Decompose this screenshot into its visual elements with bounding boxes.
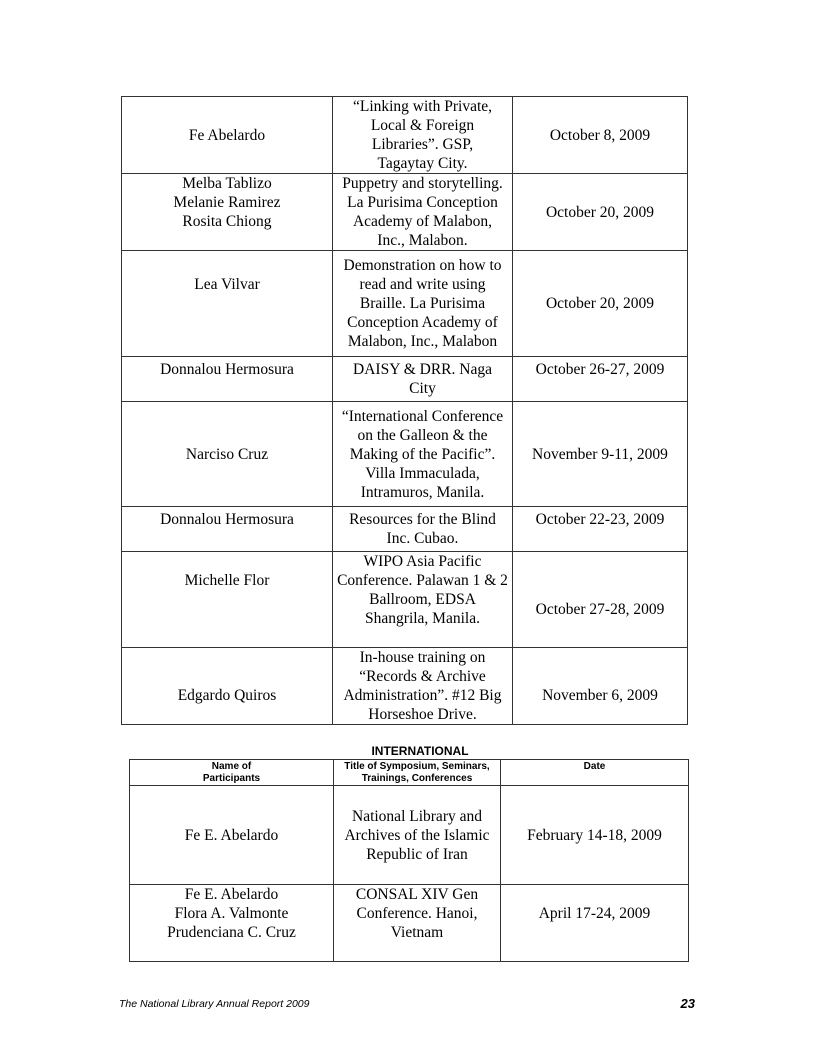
date-cell: October 26-27, 2009 — [513, 357, 688, 402]
title-cell: Demonstration on how to read and write using Braille. La Purisima Conception Academy of Malabon, Inc., Malabon — [333, 251, 513, 357]
participants-cell: Edgardo Quiros — [122, 648, 333, 725]
date-cell: October 22-23, 2009 — [513, 507, 688, 552]
title-cell: In-house training on “Records & Archive Administration”. #12 Big Horseshoe Drive. — [333, 648, 513, 725]
local-trainings-table — [121, 96, 688, 725]
title-cell: “Linking with Private, Local & Foreign Libraries”. GSP, Tagaytay City. — [333, 97, 513, 174]
participants-cell: Donnalou Hermosura — [122, 507, 333, 552]
table-row — [122, 402, 688, 507]
participants-cell: Donnalou Hermosura — [122, 357, 333, 402]
international-heading: INTERNATIONAL — [371, 744, 469, 758]
date-cell: October 20, 2009 — [513, 174, 688, 251]
participants-cell: Melba Tablizo Melanie Ramirez Rosita Chiong — [122, 174, 333, 251]
footer-report-title: The National Library Annual Report 2009 — [119, 998, 310, 1010]
participants-cell: Lea Vilvar — [122, 251, 333, 357]
table-row — [122, 507, 688, 552]
participants-cell: Fe Abelardo — [122, 97, 333, 174]
date-cell: April 17-24, 2009 — [501, 885, 689, 962]
table-row — [122, 97, 688, 174]
title-cell: “International Conference on the Galleon & the Making of the Pacific”. Villa Immaculada, Intramuros, Manila. — [333, 402, 513, 507]
table-row — [122, 357, 688, 402]
table-row — [122, 648, 688, 725]
table-row — [122, 251, 688, 357]
date-cell: February 14-18, 2009 — [501, 786, 689, 885]
date-cell: October 27-28, 2009 — [513, 552, 688, 648]
page-number: 23 — [680, 996, 695, 1011]
date-cell: November 6, 2009 — [513, 648, 688, 725]
participants-cell: Michelle Flor — [122, 552, 333, 648]
title-cell: WIPO Asia Pacific Conference. Palawan 1 & 2 Ballroom, EDSA Shangrila, Manila. — [333, 552, 513, 648]
table-header-row — [130, 760, 689, 786]
title-cell: DAISY & DRR. Naga City — [333, 357, 513, 402]
table-row — [122, 174, 688, 251]
title-cell: Resources for the Blind Inc. Cubao. — [333, 507, 513, 552]
participants-cell: Narciso Cruz — [122, 402, 333, 507]
table-row — [130, 786, 689, 885]
table-row — [122, 552, 688, 648]
date-cell: October 20, 2009 — [513, 251, 688, 357]
participants-cell: Fe E. Abelardo — [130, 786, 334, 885]
date-cell: November 9-11, 2009 — [513, 402, 688, 507]
title-cell: National Library and Archives of the Islamic Republic of Iran — [334, 786, 501, 885]
column-header-date: Date — [501, 760, 689, 786]
date-cell: October 8, 2009 — [513, 97, 688, 174]
participants-cell: Fe E. Abelardo Flora A. Valmonte Prudenciana C. Cruz — [130, 885, 334, 962]
table-row — [130, 885, 689, 962]
title-cell: CONSAL XIV Gen Conference. Hanoi, Vietnam — [334, 885, 501, 962]
column-header-title: Title of Symposium, Seminars, Trainings, Conferences — [334, 760, 501, 786]
international-trainings-table — [129, 759, 689, 962]
column-header-name: Name of Participants — [130, 760, 334, 786]
title-cell: Puppetry and storytelling. La Purisima Conception Academy of Malabon, Inc., Malabon. — [333, 174, 513, 251]
